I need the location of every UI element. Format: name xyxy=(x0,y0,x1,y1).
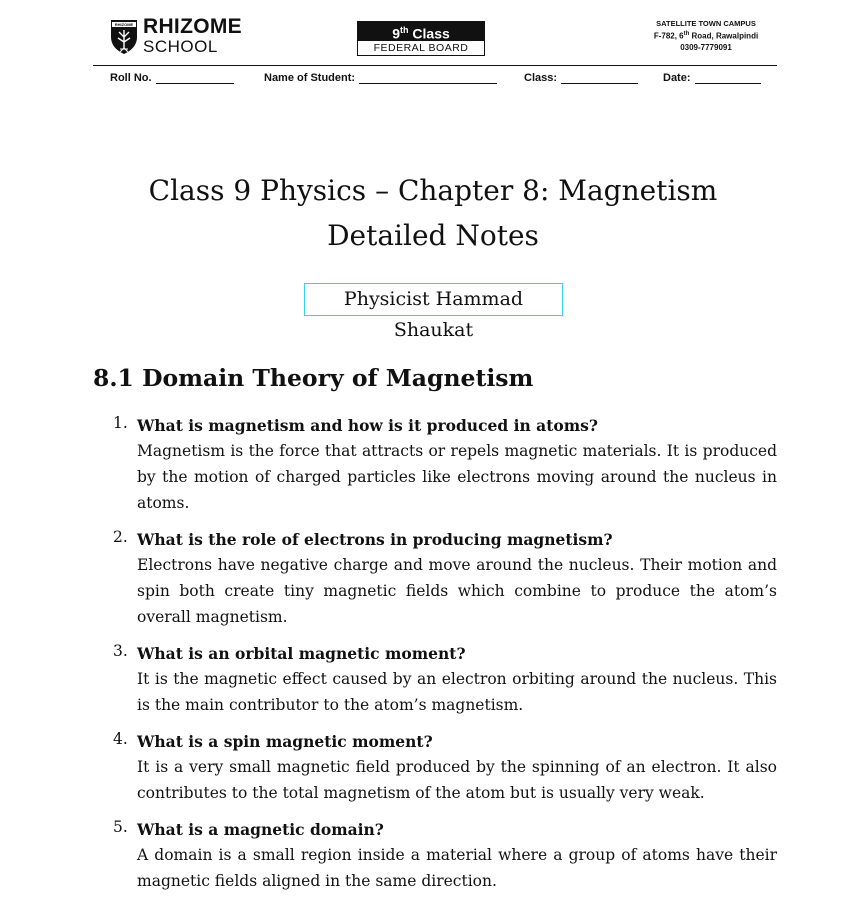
date-line[interactable] xyxy=(695,73,761,84)
campus-address-part: F-782, 6 xyxy=(653,31,684,41)
section-heading: 8.1 Domain Theory of Magnetism xyxy=(93,364,534,392)
header-divider xyxy=(93,65,777,66)
question-number: 2. xyxy=(113,528,128,546)
question-item xyxy=(113,730,777,806)
question-item xyxy=(113,528,777,630)
student-fields xyxy=(93,72,777,90)
class-field xyxy=(524,72,638,84)
shield-label: RHIZOME xyxy=(114,21,134,27)
question-item xyxy=(113,414,777,516)
document-title: Class 9 Physics – Chapter 8: Magnetism xyxy=(148,174,718,207)
question-number: 5. xyxy=(113,818,128,836)
answer-text: A domain is a small region inside a material where a group of atoms have their magnetic fields aligned in the same direction. xyxy=(137,846,777,890)
logo-subtitle: SCHOOL xyxy=(143,37,218,56)
name-label: Name of Student: xyxy=(264,72,356,84)
class-number: 9 xyxy=(392,25,401,42)
question-item xyxy=(113,642,777,718)
class-line[interactable] xyxy=(561,73,638,84)
question-text: What is an orbital magnetic moment? xyxy=(137,644,466,663)
campus-address-sup: th xyxy=(683,31,690,37)
name-field xyxy=(264,72,497,84)
rhizome-shield-tree-icon xyxy=(109,17,139,55)
school-header xyxy=(93,10,777,92)
question-text: What is a magnetic domain? xyxy=(137,820,384,839)
question-text: What is a spin magnetic moment? xyxy=(137,732,433,751)
campus-address-rest: Road, Rawalpindi xyxy=(689,31,759,41)
class-word: Class xyxy=(412,25,450,42)
question-text: What is the role of electrons in producing magnetism? xyxy=(137,530,613,549)
question-number: 4. xyxy=(113,730,128,748)
answer-text: Electrons have negative charge and move around the nucleus. Their motion and spin both create tiny magnetic fields which combine to produce the atom’s overall magnetism. xyxy=(137,556,777,626)
name-line[interactable] xyxy=(359,73,497,84)
class-label xyxy=(357,21,485,40)
question-number: 3. xyxy=(113,642,128,660)
campus-name: SATELLITE TOWN CAMPUS xyxy=(656,19,756,28)
question-item xyxy=(113,818,777,894)
question-list xyxy=(113,414,777,906)
class-suffix: th xyxy=(400,25,409,35)
campus-info xyxy=(641,18,771,53)
campus-address xyxy=(641,29,771,42)
document-subtitle: Detailed Notes xyxy=(327,219,539,252)
date-field xyxy=(663,72,761,84)
question-number: 1. xyxy=(113,414,128,432)
date-label: Date: xyxy=(663,72,691,84)
author-box: Physicist Hammad Shaukat xyxy=(304,283,563,316)
logo-title: RHIZOME xyxy=(143,15,242,38)
roll-field xyxy=(110,72,234,84)
roll-line[interactable] xyxy=(156,73,234,84)
roll-label: Roll No. xyxy=(110,72,152,84)
school-logo xyxy=(109,16,242,55)
class-field-label: Class: xyxy=(524,72,558,84)
board-label: FEDERAL BOARD xyxy=(357,40,485,56)
class-badge xyxy=(357,21,485,56)
answer-text: It is a very small magnetic field produced by the spinning of an electron. It also contributes to the total magnetism of the atom but is usually very weak. xyxy=(137,758,777,802)
answer-text: Magnetism is the force that attracts or repels magnetic materials. It is produced by the motion of charged particles like electrons moving around the nucleus in atoms. xyxy=(137,442,777,512)
question-text: What is magnetism and how is it produced in atoms? xyxy=(137,416,598,435)
campus-phone: 0309-7779091 xyxy=(680,42,732,52)
answer-text: It is the magnetic effect caused by an electron orbiting around the nucleus. This is the main contributor to the atom’s magnetism. xyxy=(137,670,777,714)
